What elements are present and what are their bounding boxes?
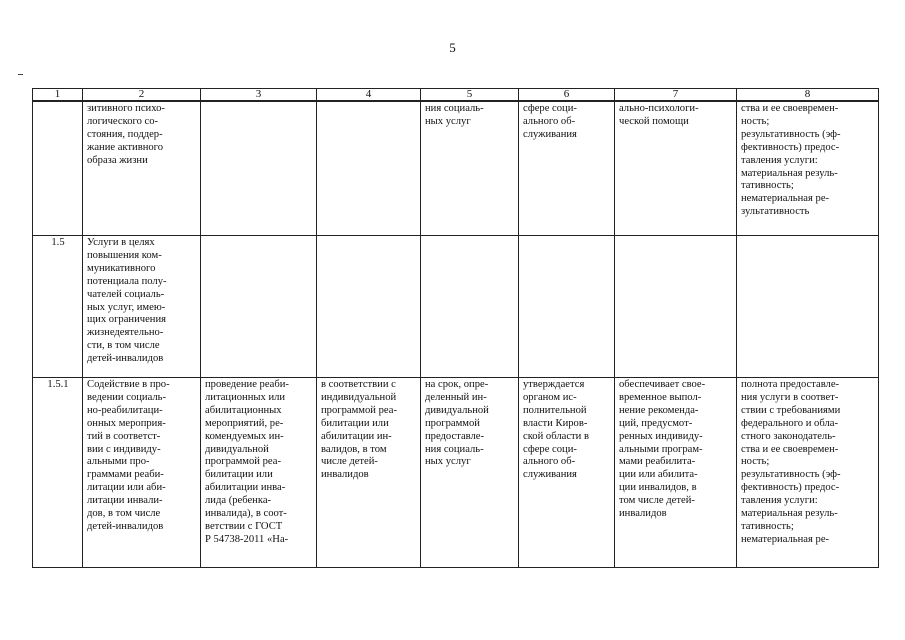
column-header: 5	[421, 89, 519, 102]
service-name-cell: Услуги в целях повышения ком- муникативного потенциала полу- чателей социаль- ных услуг, имею- щих ограничения жизнедеятельно- сти, в том числе детей-инвалидов	[83, 236, 201, 378]
service-tariff-cell	[519, 236, 615, 378]
service-conditions-cell	[615, 236, 737, 378]
service-tariff-cell: сфере соци- ального об- служивания	[519, 101, 615, 236]
table-row	[33, 101, 879, 236]
service-description-cell: проведение реаби- литационных или абилитационных мероприятий, ре- комендуемых ин- дивидуальной программой реа- билитации или абилитации инва- лида (ребенка- инвалида), в соот- ветствии с ГОСТ Р 54738-2011 «На-	[201, 378, 317, 568]
service-description-cell	[201, 101, 317, 236]
service-name-cell: Содействие в про- ведении социаль- но-реабилитаци- онных мероприя- тий в соответст- вии с индивиду- альными про- граммами реаби- литации или аби- литации инвали- дов, в том числе детей-инвалидов	[83, 378, 201, 568]
column-header: 3	[201, 89, 317, 102]
column-header: 7	[615, 89, 737, 102]
service-term-cell	[421, 236, 519, 378]
scan-mark	[18, 74, 23, 75]
service-norm-cell: в соответствии с индивидуальной программой реа- билитации или абилитации ин- валидов, в том числе детей- инвалидов	[317, 378, 421, 568]
column-header: 6	[519, 89, 615, 102]
column-header: 8	[737, 89, 879, 102]
table-row	[33, 378, 879, 568]
service-quality-cell	[737, 236, 879, 378]
service-tariff-cell: утверждается органом ис- полнительной власти Киров- ской области в сфере соци- ального об- служивания	[519, 378, 615, 568]
service-conditions-cell: обеспечивает свое- временное выпол- нение рекоменда- ций, предусмот- ренных индивиду- альными програм- мами реабилита- ции или абилита- ции инвалидов, в том числе детей- инвалидов	[615, 378, 737, 568]
services-table	[32, 88, 879, 568]
table-row	[33, 236, 879, 378]
service-conditions-cell: ально-психологи- ческой помощи	[615, 101, 737, 236]
row-number-cell	[33, 101, 83, 236]
column-header: 2	[83, 89, 201, 102]
service-term-cell: ния социаль- ных услуг	[421, 101, 519, 236]
column-number-row	[33, 89, 879, 102]
service-description-cell	[201, 236, 317, 378]
page-number: 5	[449, 40, 456, 55]
service-name-cell: зитивного психо- логического со- стояния, поддер- жание активного образа жизни	[83, 101, 201, 236]
row-number-cell: 1.5	[33, 236, 83, 378]
service-norm-cell	[317, 236, 421, 378]
service-quality-cell: полнота предоставле- ния услуги в соответ- ствии с требованиями федерального и обла- стного законодатель- ства и ее своевремен- ность; результативность (эф- фективность) предос- тавления услуги: материальная резуль- тативность; нематериальная ре-	[737, 378, 879, 568]
row-number-cell: 1.5.1	[33, 378, 83, 568]
column-header: 4	[317, 89, 421, 102]
column-header: 1	[33, 89, 83, 102]
service-norm-cell	[317, 101, 421, 236]
service-quality-cell: ства и ее своевремен- ность; результативность (эф- фективность) предос- тавления услуги: материальная резуль- тативность; нематериальная ре- зультативность	[737, 101, 879, 236]
service-term-cell: на срок, опре- деленный ин- дивидуальной программой предоставле- ния социаль- ных услуг	[421, 378, 519, 568]
